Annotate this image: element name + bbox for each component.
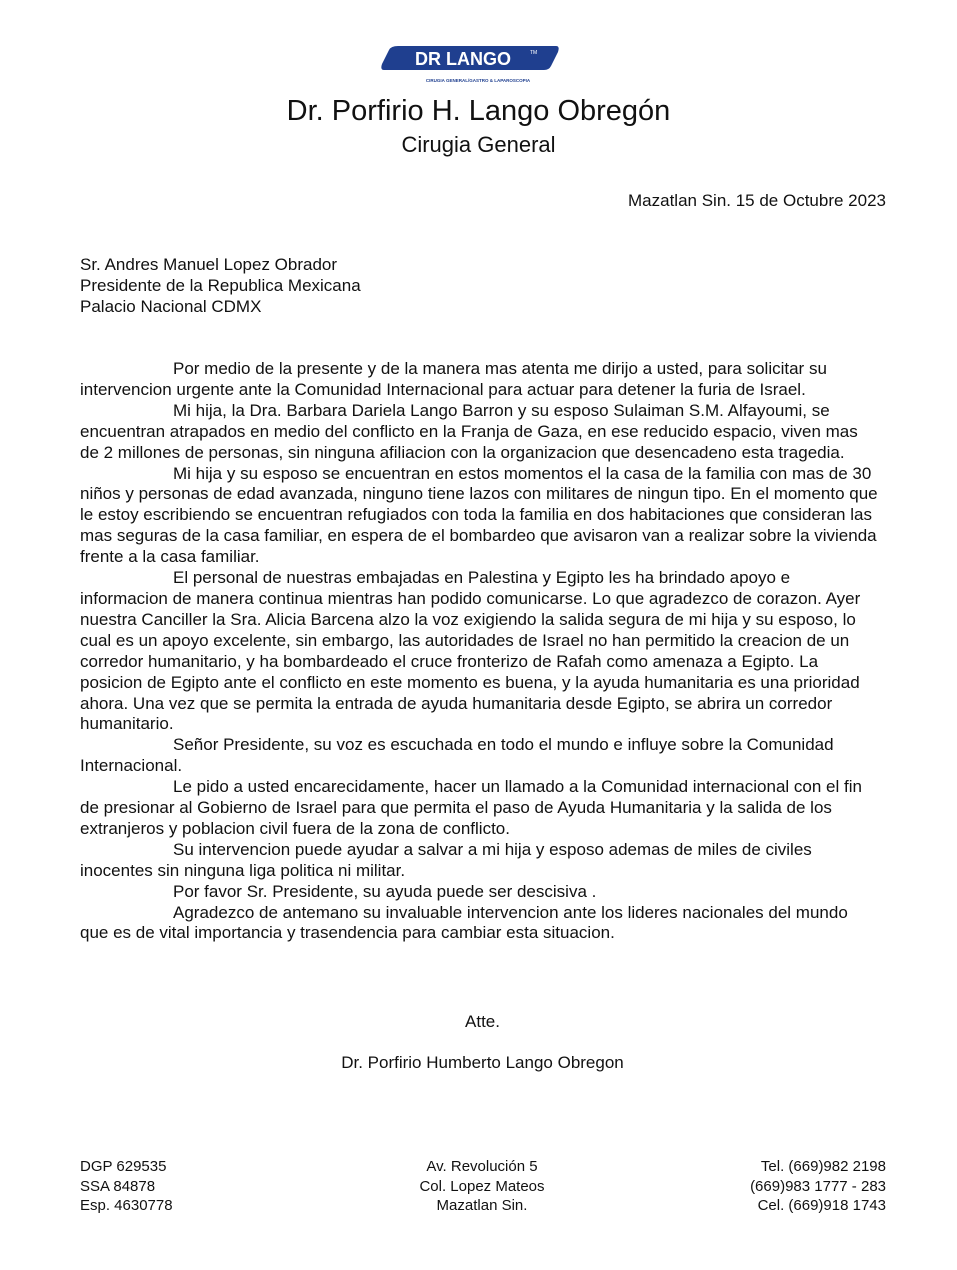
letterhead-name: Dr. Porfirio H. Lango Obregón — [286, 95, 671, 127]
footer-cell: Cel. (669)918 1743 — [757, 1197, 886, 1214]
recipient-name: Sr. Andres Manuel Lopez Obrador — [80, 255, 338, 274]
footer-registrations — [80, 1157, 173, 1216]
footer-phone-2: (669)983 1777 - 283 — [750, 1177, 886, 1195]
letter-date: Mazatlan Sin. 15 de Octubre 2023 — [628, 191, 886, 210]
footer-phones — [750, 1157, 886, 1216]
letter-body — [80, 359, 880, 944]
logo-graphic — [380, 44, 560, 90]
footer-address — [382, 1157, 582, 1216]
logo-text: DR LANGO — [415, 49, 511, 69]
letterhead-specialty: Cirugia General — [401, 132, 556, 157]
footer-street: Av. Revolución 5 — [426, 1158, 538, 1175]
footer-colony: Col. Lopez Mateos — [419, 1177, 545, 1195]
logo-tagline: CIRUGIA GENERAL/GASTRO & LAPAROSCOPIA — [425, 78, 531, 83]
signature-name: Dr. Porfirio Humberto Lango Obregon — [341, 1053, 624, 1072]
body-paragraph: Señor Presidente, su voz es escuchada en todo el mundo e influye sobre la Comunidad Internacional. — [80, 735, 834, 776]
dr-lango-logo — [380, 44, 560, 90]
body-paragraph: Mi hija y su esposo se encuentran en estos momentos el la casa de la familia con mas de 30 niños y personas de edad avanzada, ninguno tiene lazos con militares de ningun tipo. En el momento que le estoy escribiendo se encuentran refugiados con toda la familia en dos habitaciones que consideran las mas seguras de la casa familiar, en espera de el bombardeo que avisaron van a realizar sobre la vivienda frente a la casa familiar. — [80, 463, 878, 567]
logo-trademark: TM — [530, 50, 538, 56]
closing-salutation: Atte. — [465, 1012, 500, 1031]
body-paragraph: Por medio de la presente y de la manera mas atenta me dirijo a usted, para solicitar su intervencion urgente ante la Comunidad Internacional para actuar para detener la furia de Israel. — [80, 359, 827, 399]
footer-phone-1: Tel. (669)982 2198 — [760, 1158, 886, 1175]
footer-ssa: SSA 84878 — [80, 1177, 156, 1195]
footer-dgp: DGP 629535 — [80, 1158, 167, 1175]
recipient-title: Presidente de la Republica Mexicana — [80, 276, 361, 295]
body-paragraph: Por favor Sr. Presidente, su ayuda puede ser descisiva . — [173, 881, 597, 901]
footer-city: Mazatlan Sin. — [436, 1197, 528, 1214]
recipient-address: Palacio Nacional CDMX — [80, 297, 262, 316]
body-paragraph: Le pido a usted encarecidamente, hacer un llamado a la Comunidad internacional con el fin de presionar al Gobierno de Israel para que permita el paso de Ayuda Humanitaria y la salida de los extranjeros y poblacion civil fuera de la zona de conflicto. — [80, 777, 862, 838]
footer-esp: Esp. 4630778 — [80, 1197, 173, 1214]
body-paragraph: Mi hija, la Dra. Barbara Dariela Lango Barron y su esposo Sulaiman S.M. Alfayoumi, se encuentran atrapados en medio del conflicto en la Franja de Gaza, en ese reducido espacio, viven mas de 2 millones de personas, sin ninguna afiliacion con la organizacion que desencadeno esta tragedia. — [80, 400, 858, 462]
body-paragraph: Agradezco de antemano su invaluable intervencion ante los lideres nacionales del mundo que es de vital importancia y trasendencia para cambiar esta situacion. — [80, 902, 848, 943]
body-paragraph: El personal de nuestras embajadas en Palestina y Egipto les ha brindado apoyo e informacion de manera continua mientras han podido comunicarse. Lo que agradezco de corazon. Ayer nuestra Canciller la Sra. Alicia Barcena alzo la voz exigiendo la salida segura de mi hija y su esposo, lo cual es un apoyo excelente, sin embargo, las autoridades de Israel no han permitido la creacion de un corredor humanitario, y ha bombardeado el cruce fronterizo de Rafah como amenaza a Egipto. La posicion de Egipto ante el conflicto en este momento es buena, y la ayuda humanitaria es una prioridad ahora. Una vez que se permita la entrada de ayuda humanitaria desde Egipto, se abrira un corredor humanitario. — [80, 568, 861, 734]
body-paragraph: Su intervencion puede ayudar a salvar a mi hija y esposo ademas de miles de civiles inocentes sin ninguna liga politica ni militar. — [80, 839, 812, 880]
recipient-block — [80, 254, 361, 317]
